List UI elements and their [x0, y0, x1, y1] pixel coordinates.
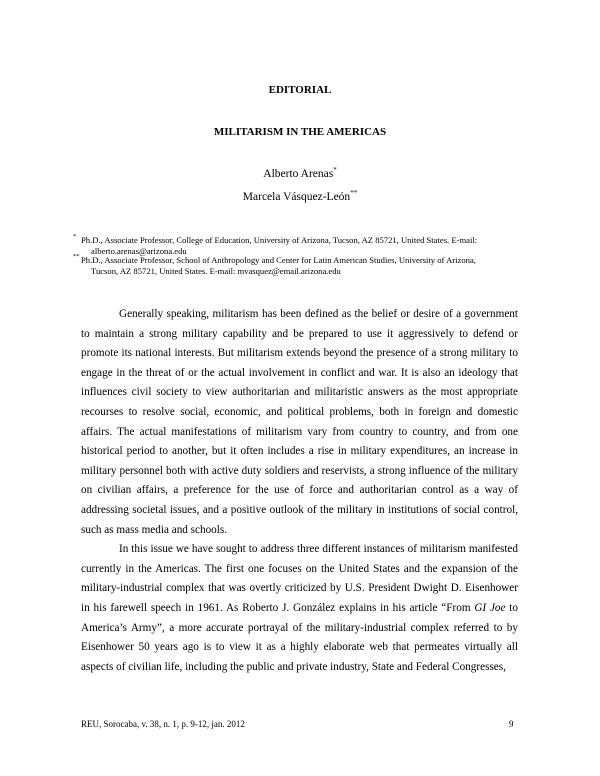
author-1-name: Alberto Arenas [263, 168, 334, 180]
article-title: MILITARISM IN THE AMERICAS [213, 126, 387, 138]
paragraph-2-start: In this issue we have sought to address three different instances of militarism manifested currently in the Americas. The first one focuses on the United States and the expansion of the military-industrial complex that was overtly criticized by U.S. President Dwight D. Eisenhower in his farewell speech in 1961. As Roberto J. González explains in his article “From [81, 543, 518, 614]
author-2-mark: ** [350, 189, 358, 197]
author-2-name: Marcela Vásquez-León [242, 191, 351, 203]
footnote-2-line1: Ph.D., Associate Professor, School of Anthropology and Center for Latin American Studies, University of Arizona, [81, 255, 476, 265]
footnote-2-line2: Tucson, AZ 85721, United States. E-mail: mvasquez@email.arizona.edu [91, 265, 341, 276]
author-2 [0, 189, 600, 203]
footnote-1-mark: * [73, 233, 77, 240]
paragraph-2-mid: to America’s Army”, a more accurate portrayal of the military-industrial complex referred to by Eisenhower 50 years ago is to view it as a highly elaborate web that permeates virtually all aspects of civilian life, including the public and private industry, State and Federal Congresses, [81, 601, 518, 673]
footnote-2-mark: ** [73, 253, 80, 260]
paragraph-1: Generally speaking, militarism has been defined as the belief or desire of a government to maintain a strong military capability and be prepared to use it aggressively to defend or promote its national interests. But militarism extends beyond the presence of a strong military to engage in the threat of or the actual involvement in conflict and war. It is also an ideology that influences civil society to view authoritarian and militaristic answers as the most appropriate recourses to resolve social, economic, and political problems, both in foreign and domestic affairs. The actual manifestations of militarism vary from country to country, and from one historical period to another, but it often includes a rise in military expenditures, an increase in military personnel both with active duty soldiers and reservists, a strong influence of the military on civilian affairs, a preference for the use of force and authoritarian control as a way of addressing societal issues, and a positive outlook of the military in institutions of social control, such as mass media and schools. [81, 308, 518, 536]
section-label: EDITORIAL [268, 84, 332, 96]
footnote-1-line1: Ph.D., Associate Professor, College of Education, University of Arizona, Tucson, AZ 85721, United States. E-mail: [81, 235, 478, 245]
author-1 [0, 166, 600, 180]
footnote-2 [73, 253, 517, 276]
paragraph-2 [81, 540, 518, 677]
article-body [81, 305, 518, 677]
author-1-mark: * [333, 166, 337, 174]
paragraph-2-italic: GI Joe [474, 601, 506, 614]
footer-citation: REU, Sorocaba, v. 38, n. 1, p. 9-12, jan. 2012 [81, 719, 245, 729]
footnote-1-line2: alberto.arenas@arizona.edu [91, 245, 187, 256]
page-number: 9 [509, 719, 514, 729]
footnote-1 [73, 233, 517, 256]
